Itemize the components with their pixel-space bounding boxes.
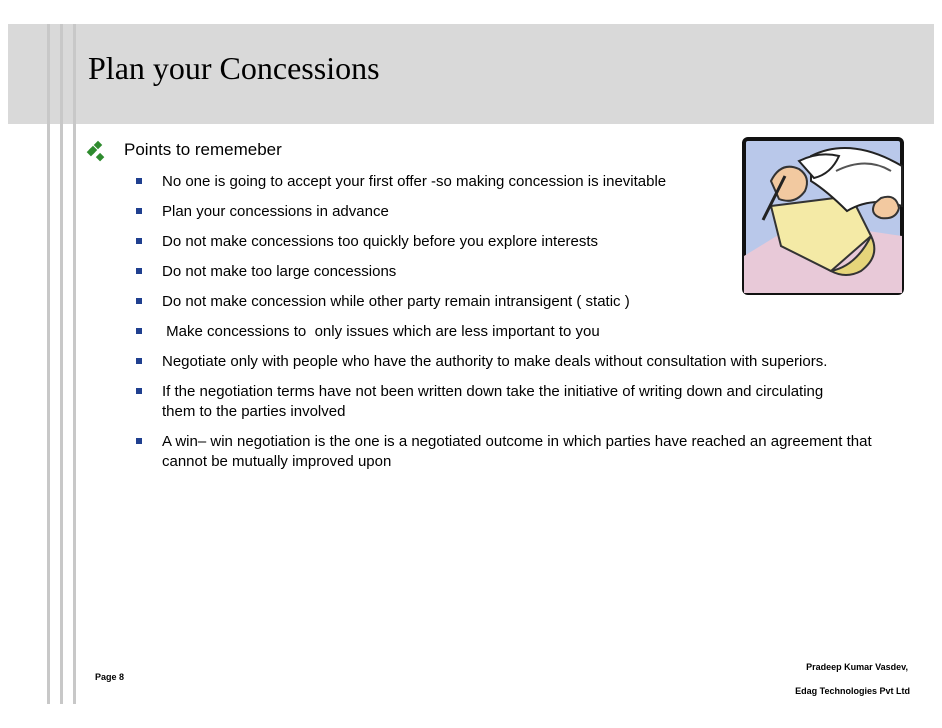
square-bullet-icon xyxy=(136,298,142,304)
bullet-text: Do not make concessions too quickly before you explore interests xyxy=(162,233,599,250)
writing-hand-clipart-icon xyxy=(741,136,905,296)
diamond-bullet-icon xyxy=(90,142,106,158)
square-bullet-icon xyxy=(136,328,142,334)
main-point-text: Points to rememeber xyxy=(124,140,282,159)
list-item xyxy=(136,382,852,422)
bullet-text: Negotiate only with people who have the authority to make deals without consultation with superiors. xyxy=(162,353,828,370)
list-item xyxy=(136,322,856,342)
bullet-text: Do not make too large concessions xyxy=(162,263,397,280)
bullet-text: Do not make concession while other party remain intransigent ( static ) xyxy=(162,293,630,310)
bullet-text: Make concessions to only issues which are less important to you xyxy=(162,323,600,340)
main-point xyxy=(90,140,282,160)
square-bullet-icon xyxy=(136,268,142,274)
square-bullet-icon xyxy=(136,388,142,394)
bullet-text: A win– win negotiation is the one is a negotiated outcome in which parties have reached an agreement that cannot be mutually improved upon xyxy=(162,433,872,470)
square-bullet-icon xyxy=(136,178,142,184)
slide-title: Plan your Concessions xyxy=(88,50,380,86)
bullet-text: Plan your concessions in advance xyxy=(162,203,389,220)
square-bullet-icon xyxy=(136,208,142,214)
bullet-text: No one is going to accept your first offer -so making concession is inevitable xyxy=(162,173,667,190)
decorative-line xyxy=(47,24,50,704)
company-name: Edag Technologies Pvt Ltd xyxy=(795,686,910,696)
author-name: Pradeep Kumar Vasdev, xyxy=(806,662,908,672)
list-item xyxy=(136,352,852,372)
square-bullet-icon xyxy=(136,238,142,244)
square-bullet-icon xyxy=(136,358,142,364)
decorative-line xyxy=(60,24,63,704)
page-number: Page 8 xyxy=(95,672,125,682)
bullet-text: If the negotiation terms have not been written down take the initiative of writing down and circulating them to the parties involved xyxy=(162,383,824,420)
list-item xyxy=(136,432,872,472)
square-bullet-icon xyxy=(136,438,142,444)
